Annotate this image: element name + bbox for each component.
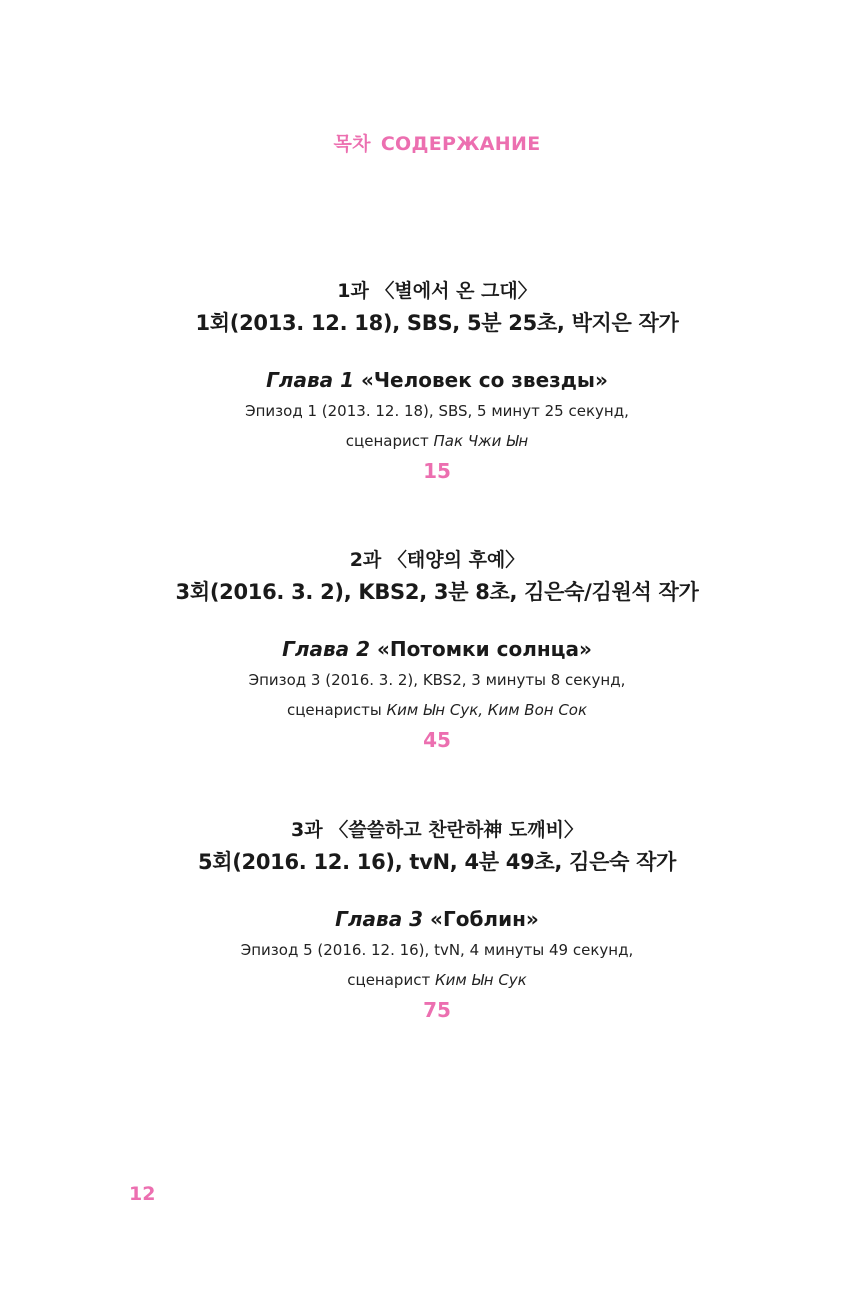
writer-role: сценаристы — [286, 701, 382, 719]
russian-episode-info: Эпизод 3 (2016. 3. 2), KBS2, 3 минуты 8 секунд, — [248, 671, 626, 689]
chapter-name: «Гоблин» — [430, 907, 539, 931]
toc-entry-3[interactable] — [0, 815, 844, 1025]
folio-page-number: 12 — [129, 1183, 156, 1205]
russian-chapter-title — [0, 903, 844, 935]
writer-role: сценарист — [347, 971, 431, 989]
writer-credit — [0, 965, 844, 995]
writer-names: Ким Ын Сук, Ким Вон Сок — [386, 701, 588, 719]
korean-episode-info: 1회(2013. 12. 18), SBS, 5분 25초, 박지은 작가 — [195, 311, 679, 335]
page-number-link[interactable]: 45 — [423, 728, 451, 752]
toc-entry-2[interactable] — [0, 545, 844, 755]
writer-credit — [0, 426, 844, 456]
korean-episode-info: 3회(2016. 3. 2), KBS2, 3분 8초, 김은숙/김원석 작가 — [175, 580, 699, 604]
korean-chapter-title: 1과 〈별에서 온 그대〉 — [337, 280, 537, 302]
russian-episode-info: Эпизод 1 (2013. 12. 18), SBS, 5 минут 25 секунд, — [245, 402, 629, 420]
toc-heading-russian: СОДЕРЖАНИЕ — [380, 133, 541, 155]
writer-credit — [0, 695, 844, 725]
writer-role: сценарист — [345, 432, 429, 450]
page-number-link[interactable]: 75 — [423, 998, 451, 1022]
chapter-label: Глава 3 — [335, 907, 424, 931]
toc-entry-1[interactable] — [0, 276, 844, 486]
page-number-link[interactable]: 15 — [423, 459, 451, 483]
russian-chapter-title — [0, 364, 844, 396]
chapter-label: Глава 1 — [266, 368, 354, 392]
chapter-name: «Потомки солнца» — [376, 637, 592, 661]
toc-heading-korean: 목차 — [333, 133, 371, 155]
russian-episode-info: Эпизод 5 (2016. 12. 16), tvN, 4 минуты 49 секунд, — [240, 941, 634, 959]
writer-names: Пак Чжи Ын — [433, 432, 529, 450]
chapter-name: «Человек со звезды» — [360, 368, 608, 392]
chapter-label: Глава 2 — [282, 637, 370, 661]
korean-chapter-title: 2과 〈태양의 후예〉 — [349, 549, 525, 571]
russian-chapter-title — [0, 633, 844, 665]
toc-heading — [0, 129, 844, 156]
korean-chapter-title: 3과 〈쓸쓸하고 찬란하神 도깨비〉 — [291, 819, 583, 841]
writer-names: Ким Ын Сук — [434, 971, 527, 989]
korean-episode-info: 5회(2016. 12. 16), tvN, 4분 49초, 김은숙 작가 — [197, 850, 677, 874]
